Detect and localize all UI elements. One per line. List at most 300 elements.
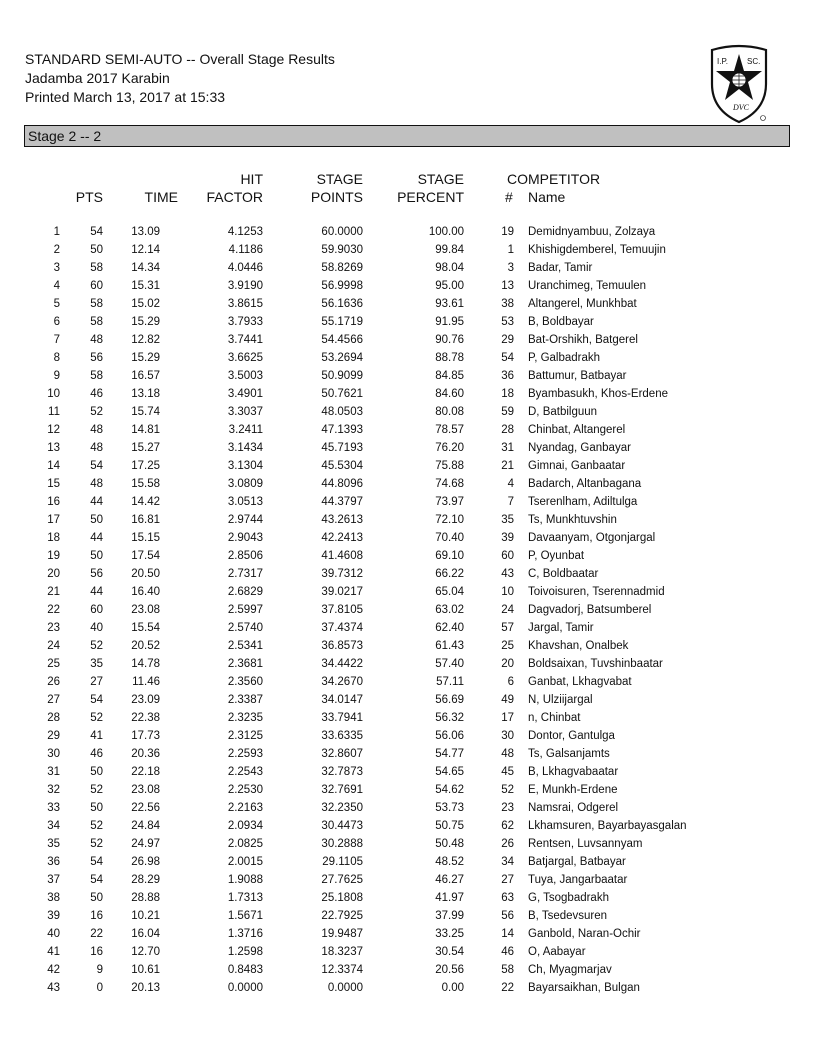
stage-points-cell: 56.1636 [321,298,363,310]
pts-cell: 16 [90,910,103,922]
stage-points-cell: 30.4473 [321,820,363,832]
pts-cell: 50 [90,892,103,904]
time-cell: 15.15 [131,532,160,544]
stage-percent-cell: 84.60 [435,388,464,400]
table-row [0,529,816,547]
pts-cell: 27 [90,676,103,688]
hit-factor-cell: 2.5997 [227,604,263,616]
competitor-number-cell: 13 [501,280,514,292]
time-cell: 23.08 [131,604,160,616]
report-title: STANDARD SEMI-AUTO -- Overall Stage Results [25,51,335,67]
place-cell: 10 [47,388,60,400]
pts-cell: 52 [90,640,103,652]
time-cell: 13.09 [131,226,160,238]
competitor-number-cell: 20 [501,658,514,670]
table-row [0,817,816,835]
pts-cell: 54 [90,460,103,472]
stage-percent-cell: 33.25 [435,928,464,940]
col-header-number: # [505,189,513,205]
table-row [0,295,816,313]
competitor-name-cell: Batjargal, Batbayar [528,856,626,868]
time-cell: 14.34 [131,262,160,274]
stage-points-cell: 44.3797 [321,496,363,508]
time-cell: 22.18 [131,766,160,778]
col-header-stage-points-top: STAGE [316,171,363,187]
pts-cell: 22 [90,928,103,940]
table-row [0,475,816,493]
time-cell: 12.14 [131,244,160,256]
competitor-name-cell: Ts, Munkhtuvshin [528,514,617,526]
hit-factor-cell: 1.5671 [227,910,263,922]
table-row [0,961,816,979]
stage-points-cell: 39.0217 [321,586,363,598]
time-cell: 17.73 [131,730,160,742]
competitor-number-cell: 48 [501,748,514,760]
time-cell: 15.02 [131,298,160,310]
table-row [0,547,816,565]
competitor-number-cell: 57 [501,622,514,634]
ipsc-shield-logo-icon [708,44,770,124]
time-cell: 11.46 [132,676,160,688]
stage-percent-cell: 88.78 [435,352,464,364]
competitor-name-cell: Rentsen, Luvsannyam [528,838,643,850]
table-row [0,727,816,745]
time-cell: 16.81 [131,514,160,526]
stage-percent-cell: 100.00 [428,226,464,238]
stage-percent-cell: 37.99 [435,910,464,922]
competitor-number-cell: 23 [501,802,514,814]
stage-percent-cell: 76.20 [435,442,464,454]
pts-cell: 58 [90,316,103,328]
place-cell: 5 [53,298,60,310]
time-cell: 12.70 [131,946,160,958]
hit-factor-cell: 2.0825 [227,838,263,850]
place-cell: 18 [47,532,60,544]
stage-points-cell: 37.4374 [321,622,363,634]
time-cell: 15.58 [131,478,160,490]
place-cell: 7 [53,334,60,346]
place-cell: 16 [47,496,60,508]
competitor-name-cell: Dagvadorj, Batsumberel [528,604,652,616]
table-row [0,619,816,637]
competitor-number-cell: 22 [501,982,514,994]
pts-cell: 41 [90,730,103,742]
time-cell: 17.25 [131,460,160,472]
time-cell: 16.40 [131,586,160,598]
hit-factor-cell: 4.1186 [228,244,263,256]
stage-percent-cell: 50.75 [435,820,464,832]
competitor-number-cell: 25 [501,640,514,652]
hit-factor-cell: 2.6829 [227,586,263,598]
stage-points-cell: 45.7193 [321,442,363,454]
table-row [0,673,816,691]
hit-factor-cell: 2.9744 [227,514,263,526]
pts-cell: 50 [90,514,103,526]
stage-points-cell: 43.2613 [321,514,363,526]
stage-percent-cell: 56.32 [435,712,464,724]
col-header-competitor: COMPETITOR [507,171,601,187]
table-row [0,709,816,727]
place-cell: 3 [53,262,60,274]
table-row [0,565,816,583]
stage-percent-cell: 62.40 [435,622,464,634]
competitor-name-cell: Bayarsaikhan, Bulgan [528,982,640,994]
competitor-name-cell: Jargal, Tamir [528,622,594,634]
pts-cell: 54 [90,874,103,886]
place-cell: 11 [48,406,60,418]
stage-points-cell: 36.8573 [321,640,363,652]
hit-factor-cell: 2.2163 [227,802,263,814]
place-cell: 22 [47,604,60,616]
stage-percent-cell: 93.61 [435,298,464,310]
hit-factor-cell: 2.3560 [227,676,263,688]
hit-factor-cell: 2.2543 [227,766,263,778]
time-cell: 15.27 [131,442,160,454]
place-cell: 36 [47,856,60,868]
competitor-number-cell: 10 [501,586,514,598]
stage-points-cell: 41.4608 [321,550,363,562]
stage-percent-cell: 95.00 [435,280,464,292]
stage-points-cell: 48.0503 [321,406,363,418]
time-cell: 20.13 [131,982,160,994]
place-cell: 2 [53,244,60,256]
table-row [0,781,816,799]
time-cell: 15.29 [131,352,160,364]
stage-percent-cell: 69.10 [435,550,464,562]
competitor-number-cell: 14 [501,928,514,940]
col-header-time: TIME [144,189,178,205]
hit-factor-cell: 2.0015 [227,856,263,868]
stage-points-cell: 33.6335 [321,730,363,742]
time-cell: 15.74 [131,406,160,418]
competitor-number-cell: 21 [501,460,514,472]
competitor-number-cell: 56 [501,910,514,922]
competitor-number-cell: 27 [501,874,514,886]
time-cell: 16.57 [131,370,160,382]
hit-factor-cell: 2.3681 [227,658,263,670]
pts-cell: 56 [90,352,103,364]
table-row [0,979,816,997]
place-cell: 35 [47,838,60,850]
table-row [0,601,816,619]
hit-factor-cell: 2.7317 [227,568,263,580]
pts-cell: 48 [90,478,103,490]
pts-cell: 52 [90,784,103,796]
place-cell: 9 [53,370,60,382]
hit-factor-cell: 2.2530 [227,784,263,796]
competitor-name-cell: Namsrai, Odgerel [528,802,619,814]
stage-points-cell: 19.9487 [321,928,363,940]
competitor-number-cell: 35 [501,514,514,526]
hit-factor-cell: 3.6625 [227,352,263,364]
match-name: Jadamba 2017 Karabin [25,70,170,86]
hit-factor-cell: 3.0809 [227,478,263,490]
competitor-name-cell: Chinbat, Altangerel [528,424,626,436]
table-row [0,259,816,277]
competitor-number-cell: 58 [501,964,514,976]
competitor-name-cell: Khavshan, Onalbek [528,640,629,652]
time-cell: 15.54 [131,622,160,634]
col-header-pts: PTS [75,189,103,205]
time-cell: 26.98 [131,856,160,868]
competitor-number-cell: 7 [507,496,514,508]
place-cell: 40 [47,928,60,940]
hit-factor-cell: 1.7313 [227,892,263,904]
competitor-name-cell: Gimnai, Ganbaatar [528,460,626,472]
competitor-name-cell: B, Lkhagvabaatar [528,766,619,778]
competitor-number-cell: 17 [501,712,514,724]
competitor-number-cell: 63 [501,892,514,904]
competitor-number-cell: 49 [501,694,514,706]
results-table [0,223,816,997]
time-cell: 23.09 [131,694,160,706]
competitor-name-cell: Dontor, Gantulga [528,730,615,742]
table-row [0,925,816,943]
competitor-number-cell: 28 [501,424,514,436]
competitor-name-cell: G, Tsogbadrakh [528,892,609,904]
stage-points-cell: 0.0000 [327,982,363,994]
table-row [0,943,816,961]
stage-percent-cell: 54.62 [435,784,464,796]
hit-factor-cell: 3.5003 [227,370,263,382]
table-row [0,367,816,385]
competitor-name-cell: Ganbat, Lkhagvabat [528,676,632,688]
stage-points-cell: 39.7312 [321,568,363,580]
competitor-number-cell: 36 [501,370,514,382]
pts-cell: 50 [90,766,103,778]
pts-cell: 9 [96,964,103,976]
competitor-name-cell: Tserenlham, Adiltulga [528,496,638,508]
place-cell: 1 [53,226,60,238]
report-header [25,50,335,107]
competitor-number-cell: 3 [507,262,514,274]
stage-percent-cell: 90.76 [435,334,464,346]
stage-percent-cell: 98.04 [435,262,464,274]
competitor-name-cell: P, Galbadrakh [528,352,601,364]
competitor-number-cell: 34 [501,856,514,868]
stage-percent-cell: 53.73 [435,802,464,814]
hit-factor-cell: 2.3387 [227,694,263,706]
place-cell: 20 [47,568,60,580]
competitor-number-cell: 1 [507,244,514,256]
hit-factor-cell: 3.7933 [227,316,263,328]
time-cell: 28.29 [131,874,160,886]
stage-bar [24,125,790,147]
place-cell: 39 [47,910,60,922]
competitor-name-cell: Byambasukh, Khos-Erdene [528,388,668,400]
time-cell: 22.38 [131,712,160,724]
hit-factor-cell: 4.1253 [227,226,263,238]
time-cell: 23.08 [131,784,160,796]
competitor-number-cell: 39 [501,532,514,544]
table-row [0,331,816,349]
stage-points-cell: 42.2413 [321,532,363,544]
pts-cell: 58 [90,370,103,382]
table-row [0,277,816,295]
stage-percent-cell: 46.27 [435,874,464,886]
time-cell: 14.42 [131,496,160,508]
competitor-number-cell: 62 [501,820,514,832]
table-row [0,439,816,457]
competitor-number-cell: 53 [501,316,514,328]
stage-percent-cell: 30.54 [435,946,464,958]
place-cell: 24 [47,640,60,652]
pts-cell: 50 [90,244,103,256]
hit-factor-cell: 3.3037 [227,406,263,418]
hit-factor-cell: 1.3716 [227,928,263,940]
stage-points-cell: 34.0147 [321,694,363,706]
stage-points-cell: 59.9030 [321,244,363,256]
time-cell: 24.84 [131,820,160,832]
time-cell: 10.21 [131,910,160,922]
stage-percent-cell: 65.04 [435,586,464,598]
pts-cell: 54 [90,226,103,238]
place-cell: 37 [47,874,60,886]
stage-percent-cell: 57.11 [436,676,464,688]
col-header-stage-percent-bottom: PERCENT [397,189,464,205]
competitor-number-cell: 59 [501,406,514,418]
stage-percent-cell: 20.56 [435,964,464,976]
stage-percent-cell: 0.00 [441,982,464,994]
pts-cell: 54 [90,856,103,868]
competitor-number-cell: 31 [501,442,514,454]
stage-percent-cell: 54.77 [435,748,464,760]
place-cell: 34 [47,820,60,832]
table-row [0,313,816,331]
svg-text:SC.: SC. [747,57,761,66]
competitor-name-cell: Ch, Myagmarjav [528,964,612,976]
competitor-number-cell: 54 [501,352,514,364]
place-cell: 28 [47,712,60,724]
hit-factor-cell: 1.2598 [227,946,263,958]
stage-percent-cell: 84.85 [435,370,464,382]
stage-points-cell: 37.8105 [321,604,363,616]
stage-percent-cell: 50.48 [435,838,464,850]
hit-factor-cell: 2.3125 [227,730,263,742]
place-cell: 4 [53,280,60,292]
competitor-name-cell: Lkhamsuren, Bayarbayasgalan [528,820,687,832]
hit-factor-cell: 3.9190 [227,280,263,292]
time-cell: 15.29 [131,316,160,328]
pts-cell: 16 [90,946,103,958]
table-row [0,457,816,475]
table-row [0,511,816,529]
stage-percent-cell: 73.97 [435,496,464,508]
pts-cell: 44 [90,532,103,544]
stage-percent-cell: 56.69 [435,694,464,706]
place-cell: 31 [47,766,60,778]
competitor-number-cell: 19 [501,226,514,238]
hit-factor-cell: 2.9043 [227,532,263,544]
time-cell: 12.82 [131,334,160,346]
pts-cell: 56 [90,568,103,580]
pts-cell: 52 [90,712,103,724]
pts-cell: 44 [90,496,103,508]
time-cell: 20.52 [131,640,160,652]
table-row [0,385,816,403]
table-row [0,853,816,871]
time-cell: 10.61 [131,964,160,976]
col-header-hit-factor-top: HIT [240,171,263,187]
stage-points-cell: 34.4422 [321,658,363,670]
stage-label: Stage 2 -- 2 [28,128,102,144]
stage-points-cell: 18.3237 [321,946,363,958]
col-header-hit-factor-bottom: FACTOR [206,189,263,205]
time-cell: 20.50 [131,568,160,580]
hit-factor-cell: 3.1434 [227,442,263,454]
stage-percent-cell: 48.52 [435,856,464,868]
stage-points-cell: 47.1393 [321,424,363,436]
stage-points-cell: 34.2670 [321,676,363,688]
pts-cell: 40 [90,622,103,634]
competitor-number-cell: 38 [501,298,514,310]
stage-percent-cell: 70.40 [435,532,464,544]
svg-text:I.P.: I.P. [717,57,728,66]
stage-points-cell: 32.2350 [321,802,363,814]
competitor-name-cell: O, Aabayar [528,946,586,958]
competitor-name-cell: E, Munkh-Erdene [528,784,618,796]
hit-factor-cell: 2.2593 [227,748,263,760]
hit-factor-cell: 0.8483 [227,964,263,976]
hit-factor-cell: 4.0446 [227,262,263,274]
stage-percent-cell: 80.08 [435,406,464,418]
pts-cell: 52 [90,820,103,832]
competitor-name-cell: Ts, Galsanjamts [528,748,610,760]
stage-points-cell: 32.8607 [321,748,363,760]
hit-factor-cell: 3.1304 [227,460,263,472]
pts-cell: 50 [90,802,103,814]
table-row [0,835,816,853]
pts-cell: 60 [90,604,103,616]
competitor-number-cell: 45 [501,766,514,778]
pts-cell: 46 [90,388,103,400]
competitor-name-cell: B, Tsedevsuren [528,910,608,922]
place-cell: 15 [47,478,60,490]
competitor-name-cell: P, Oyunbat [528,550,585,562]
competitor-name-cell: Badarch, Altanbagana [528,478,642,490]
pts-cell: 48 [90,424,103,436]
time-cell: 16.04 [131,928,160,940]
stage-percent-cell: 54.65 [435,766,464,778]
table-row [0,799,816,817]
stage-points-cell: 60.0000 [321,226,363,238]
competitor-name-cell: Davaanyam, Otgonjargal [528,532,656,544]
stage-percent-cell: 72.10 [435,514,464,526]
printed-date: Printed March 13, 2017 at 15:33 [25,89,226,105]
time-cell: 14.78 [131,658,160,670]
stage-points-cell: 25.1808 [321,892,363,904]
competitor-number-cell: 46 [501,946,514,958]
competitor-name-cell: Bat-Orshikh, Batgerel [528,334,638,346]
place-cell: 43 [47,982,60,994]
time-cell: 15.31 [131,280,160,292]
place-cell: 41 [47,946,60,958]
stage-points-cell: 45.5304 [321,460,363,472]
table-row [0,655,816,673]
table-row [0,493,816,511]
stage-points-cell: 56.9998 [321,280,363,292]
time-cell: 20.36 [131,748,160,760]
hit-factor-cell: 2.5341 [227,640,263,652]
hit-factor-cell: 3.2411 [228,424,263,436]
table-row [0,763,816,781]
stage-points-cell: 44.8096 [321,478,363,490]
competitor-number-cell: 43 [501,568,514,580]
pts-cell: 60 [90,280,103,292]
table-row [0,745,816,763]
place-cell: 12 [47,424,60,436]
competitor-name-cell: Boldsaixan, Tuvshinbaatar [528,658,663,670]
